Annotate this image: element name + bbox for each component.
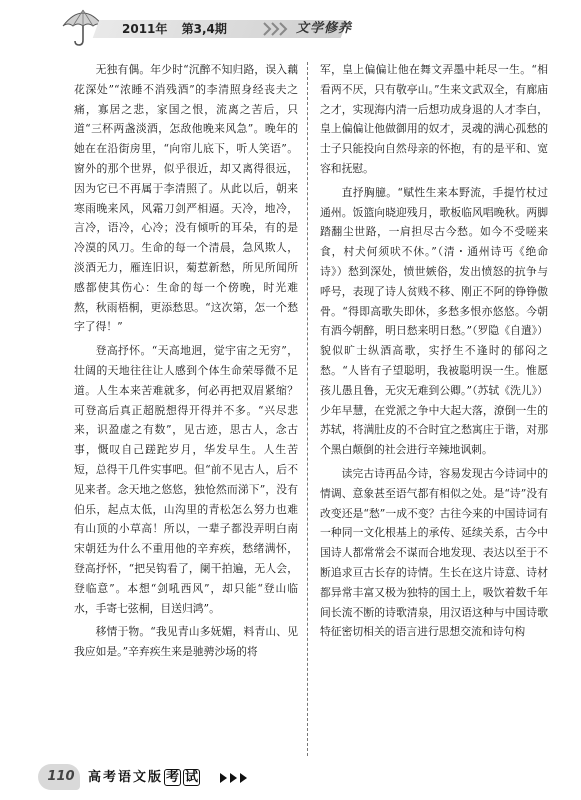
footer-title [88, 768, 201, 788]
footer-title-main: 高考语文版 [88, 770, 164, 785]
issue-year: 2011年 [122, 22, 168, 36]
right-column [320, 60, 548, 642]
footer-title-box: 试 [185, 770, 199, 785]
paragraph: 移情于物。“我见青山多妩媚，料青山、见我应如是。”辛弃疾生来是驰骋沙场的将 [74, 625, 298, 659]
page-footer [0, 756, 581, 800]
page-header [0, 0, 581, 52]
paragraph: 登高抒怀。“天高地迥，觉宇宙之无穷”，壮阔的天地往往让人感到个体生命荣辱微不足道。人生本来苦难就多，何必再把双眉紧缩？可登高后真正超脱想得开得并不多。“兴尽悲来，识盈虚之有数”，见古迹，思古人，念古事，慨叹自己蹉跎岁月，华发早生。人生苦短，总得干几件实事吧。但“前不见古人，后不见来者。念天地之悠悠，独怆然而涕下”，没有伯乐，起点太低，山沟里的青松怎么努力也难有山顶的小草高！所以，一辈子都没弄明白南宋朝廷为什么不重用他的辛弃疾，愁绪满怀，登高抒怀，“把吴钩看了，阑干拍遍，无人会，登临意”。本想“剑吼西风”，却只能“登山临水，手寄七弦桐，目送归鸿”。 [74, 344, 298, 615]
magazine-title: 文学修养 [296, 21, 353, 36]
triple-arrow-icon [220, 772, 250, 784]
footer-title-box: 考 [166, 770, 180, 785]
column-divider [307, 62, 308, 756]
issue-info [122, 20, 237, 38]
issue-number: 第3,4期 [181, 22, 227, 36]
paragraph: 直抒胸臆。“赋性生来本野流，手提竹杖过通州。饭篮向晓迎残月，歌板临风唱晚秋。两脚踏翻尘世路，一肩担尽古今愁。如今不受嗟来食，村犬何须吠不休。”（清・通州诗丐《绝命诗》）愁到深处，愤世嫉俗，发出愤怒的抗争与呼号，表现了诗人贫贱不移、刚正不阿的铮铮傲骨。“得即高歌失即休，多愁多恨亦悠悠。今朝有酒今朝醉，明日愁来明日愁。”（罗隐《自遣》）貌似旷士纵酒高歌，实抒生不逢时的郁闷之愁。“人皆有子望聪明，我被聪明误一生。惟愿孩儿愚且鲁，无灾无难到公卿。”（苏轼《洗儿》）少年早慧，在党派之争中大起大落，潦倒一生的苏轼，将满肚皮的不合时宜之愁寓庄于谐，对那个黑白颠倒的社会进行辛辣地讽刺。 [320, 185, 548, 457]
left-column [74, 60, 298, 662]
paragraph: 军，皇上偏偏让他在舞文弄墨中耗尽一生。“相看两不厌，只有敬亭山。”生来文武双全，有廊庙之才，实现海内清一后想功成身退的人才李白，皇上偏偏让他做御用的奴才，灵魂的满心孤愁的士子只能投向自然母亲的怀抱，有的是平和、宽容和抚慰。 [320, 63, 548, 175]
page-number: 110 [47, 769, 75, 784]
paragraph: 无独有偶。年少时“沉醉不知归路，误入藕花深处”“浓睡不消残酒”的李清照身经丧夫之痛，寡居之悲，家国之恨，流离之苦后，只道“三杯两盏淡酒，怎敌他晚来风急”。晚年的她在在沿街房里，“向帘儿底下，听人笑语”。窗外的那个世界，似乎很近，却又离得很远，因为它已不再属于李清照了。从此以后，朝来寒雨晚来风，风霜刀剑严相逼。天冷，地冷，言冷，语冷，心冷；没有倾听的耳朵，有的是冷漠的风刀。生命的每一个清晨，急风欺人，淡酒无力，雁连旧识，菊惹新愁，所见所闻所感都使其伤心：生命的每一个傍晚，时光难熬，秋雨梧桐，更添愁思。“这次第，怎一个愁字了得！” [74, 63, 298, 334]
paragraph: 读完古诗再品今诗，容易发现古今诗词中的情调、意象甚至语气都有相似之处。是“诗”没有改变还是“愁”一成不变？古往今来的中国诗词有一种同一文化根基上的承传、延续关系，古今中国诗人都常常会不谋而合地发现、表达以至于不断追求亘古长存的诗情。生长在这片诗意、诗材都异常丰富又极为独特的国土上，吸饮着数千年间长流不断的诗歌清泉，用汉语这种与中国诗歌特征密切相关的语言进行思想交流和诗句构 [320, 466, 548, 639]
chevron-arrows-icon [262, 20, 292, 38]
